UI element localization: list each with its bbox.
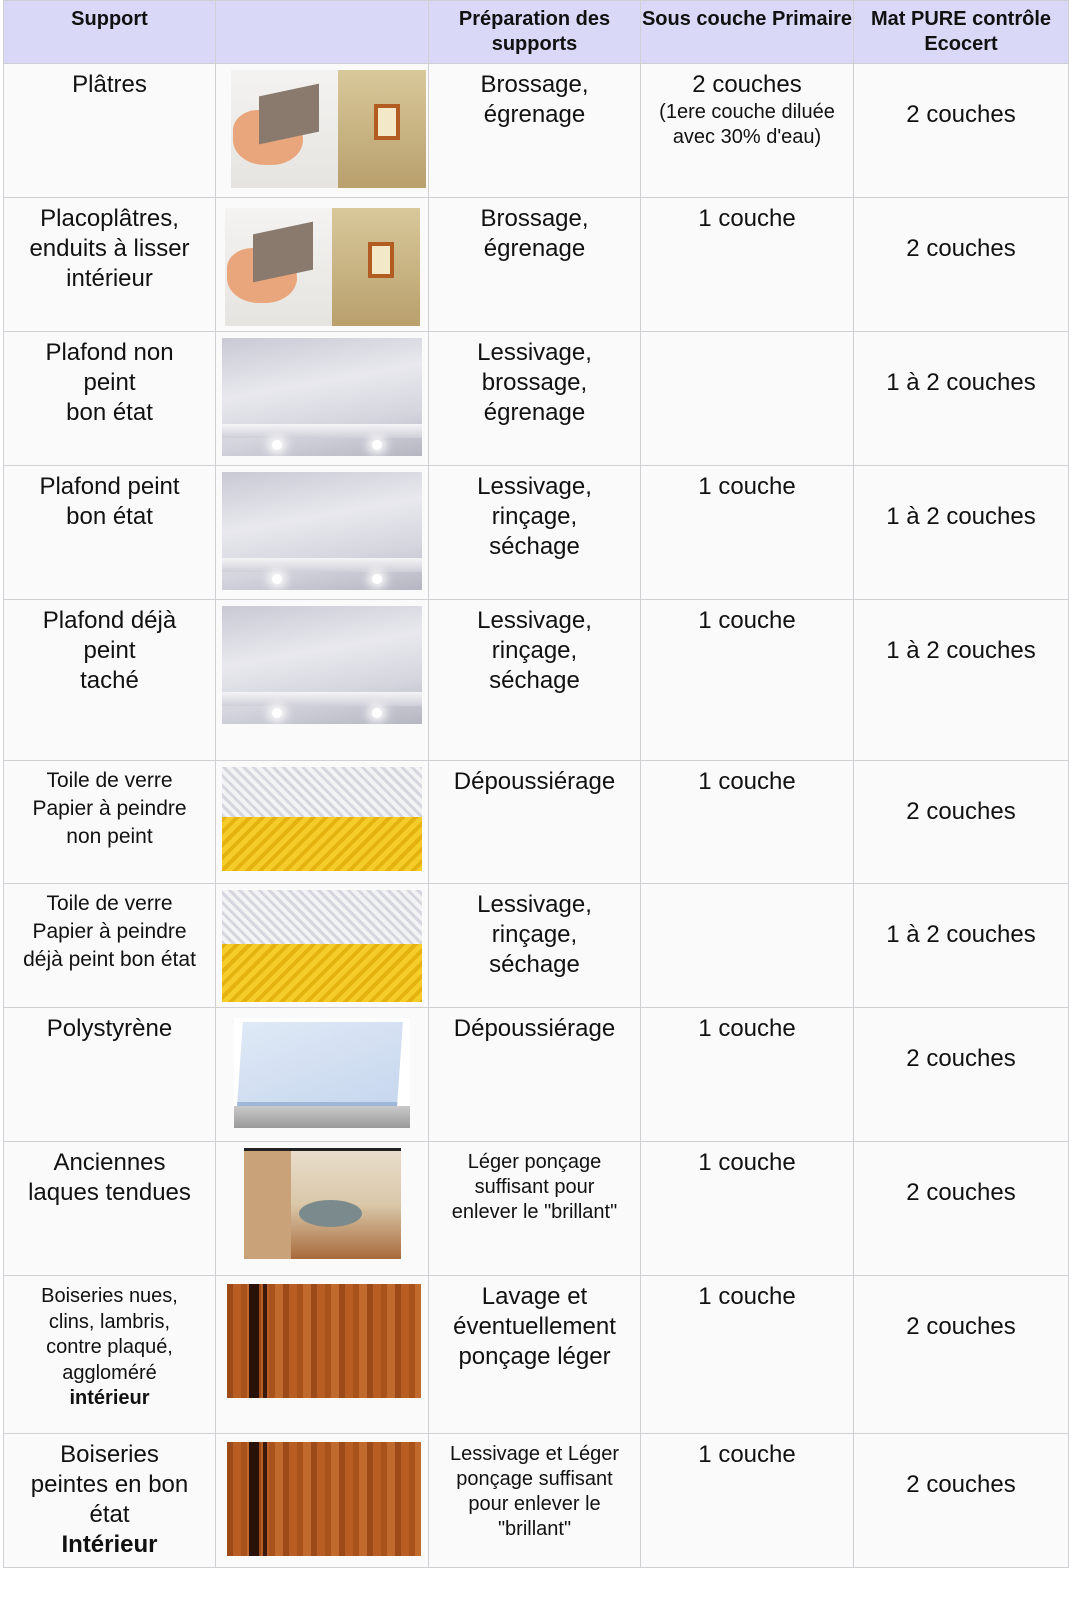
support-cell: Placoplâtres, enduits à lisser intérieur xyxy=(4,198,216,332)
mat-cell: 2 couches xyxy=(854,1276,1069,1434)
mat-cell: 1 à 2 couches xyxy=(854,466,1069,600)
primer-cell xyxy=(641,884,854,1008)
table-row xyxy=(4,1276,1069,1434)
preparation-cell: Brossage, égrenage xyxy=(429,198,641,332)
image-cell xyxy=(216,466,429,600)
ceiling-icon xyxy=(222,338,422,456)
table-row xyxy=(4,332,1069,466)
image-cell xyxy=(216,1434,429,1568)
table-row xyxy=(4,600,1069,761)
wood-icon xyxy=(227,1284,421,1398)
primer-cell: 1 couche xyxy=(641,466,854,600)
primer-cell: 1 couche xyxy=(641,1276,854,1434)
coating-table xyxy=(3,0,1069,1568)
support-cell: Anciennes laques tendues xyxy=(4,1142,216,1276)
preparation-cell: Dépoussiérage xyxy=(429,1008,641,1142)
preparation-cell: Léger ponçage suffisant pour enlever le "brillant" xyxy=(429,1142,641,1276)
preparation-cell: Brossage, égrenage xyxy=(429,64,641,198)
glass-fabric-icon xyxy=(222,890,422,1002)
glass-fabric-icon xyxy=(222,767,422,871)
preparation-cell: Lessivage, rinçage, séchage xyxy=(429,600,641,761)
table-row xyxy=(4,1008,1069,1142)
polystyrene-icon xyxy=(234,1018,410,1128)
preparation-cell: Dépoussiérage xyxy=(429,761,641,884)
support-cell: Plafond non peint bon état xyxy=(4,332,216,466)
primer-cell: 1 couche xyxy=(641,600,854,761)
primer-cell: 1 couche xyxy=(641,1008,854,1142)
header-preparation: Préparation des supports xyxy=(429,1,641,64)
preparation-cell: Lessivage, brossage, égrenage xyxy=(429,332,641,466)
primer-cell: 1 couche xyxy=(641,198,854,332)
primer-cell: 1 couche xyxy=(641,761,854,884)
support-cell: Plafond peint bon état xyxy=(4,466,216,600)
image-cell xyxy=(216,1276,429,1434)
mat-cell: 2 couches xyxy=(854,64,1069,198)
support-cell xyxy=(4,64,216,198)
dining-room-icon xyxy=(244,1148,401,1259)
mat-cell: 1 à 2 couches xyxy=(854,332,1069,466)
header-mat: Mat PURE contrôle Ecocert xyxy=(854,1,1069,64)
image-cell xyxy=(216,1142,429,1276)
image-cell xyxy=(216,761,429,884)
plaster-hand-icon xyxy=(225,208,420,326)
support-cell: Polystyrène xyxy=(4,1008,216,1142)
preparation-cell: Lessivage, rinçage, séchage xyxy=(429,466,641,600)
table-row xyxy=(4,1142,1069,1276)
table-row xyxy=(4,884,1069,1008)
primer-cell xyxy=(641,332,854,466)
preparation-cell: Lessivage, rinçage, séchage xyxy=(429,884,641,1008)
mat-cell: 2 couches xyxy=(854,198,1069,332)
table-row xyxy=(4,198,1069,332)
preparation-cell: Lessivage et Léger ponçage suffisant pour enlever le "brillant" xyxy=(429,1434,641,1568)
wood-icon xyxy=(227,1442,421,1556)
primer-cell: 1 couche xyxy=(641,1142,854,1276)
support-cell: Boiseries nues, clins, lambris, contre plaqué, aggloméré intérieur xyxy=(4,1276,216,1434)
image-cell xyxy=(216,64,429,198)
header-primer: Sous couche Primaire xyxy=(641,1,854,64)
mat-cell: 2 couches xyxy=(854,1434,1069,1568)
ceiling-icon xyxy=(222,606,422,724)
image-cell xyxy=(216,600,429,761)
header-image xyxy=(216,1,429,64)
table-row xyxy=(4,466,1069,600)
support-cell: Toile de verre Papier à peindre déjà peint bon état xyxy=(4,884,216,1008)
preparation-cell: Lavage et éventuellement ponçage léger xyxy=(429,1276,641,1434)
primer-cell: 2 couches (1ere couche diluée avec 30% d'eau) xyxy=(641,64,854,198)
mat-cell: 2 couches xyxy=(854,1142,1069,1276)
ceiling-icon xyxy=(222,472,422,590)
image-cell xyxy=(216,198,429,332)
image-cell xyxy=(216,1008,429,1142)
support-cell: Toile de verre Papier à peindre non peint xyxy=(4,761,216,884)
primer-cell: 1 couche xyxy=(641,1434,854,1568)
table-row xyxy=(4,64,1069,198)
header-row xyxy=(4,1,1069,64)
support-line: Plâtres xyxy=(72,71,147,98)
mat-cell: 2 couches xyxy=(854,761,1069,884)
mat-cell: 2 couches xyxy=(854,1008,1069,1142)
header-support: Support xyxy=(4,1,216,64)
mat-cell: 1 à 2 couches xyxy=(854,884,1069,1008)
mat-cell: 1 à 2 couches xyxy=(854,600,1069,761)
table-row xyxy=(4,1434,1069,1568)
image-cell xyxy=(216,332,429,466)
image-cell xyxy=(216,884,429,1008)
plaster-hand-icon xyxy=(231,70,426,188)
support-cell: Boiseries peintes en bon état Intérieur xyxy=(4,1434,216,1568)
table-row xyxy=(4,761,1069,884)
support-cell: Plafond déjà peint taché xyxy=(4,600,216,761)
